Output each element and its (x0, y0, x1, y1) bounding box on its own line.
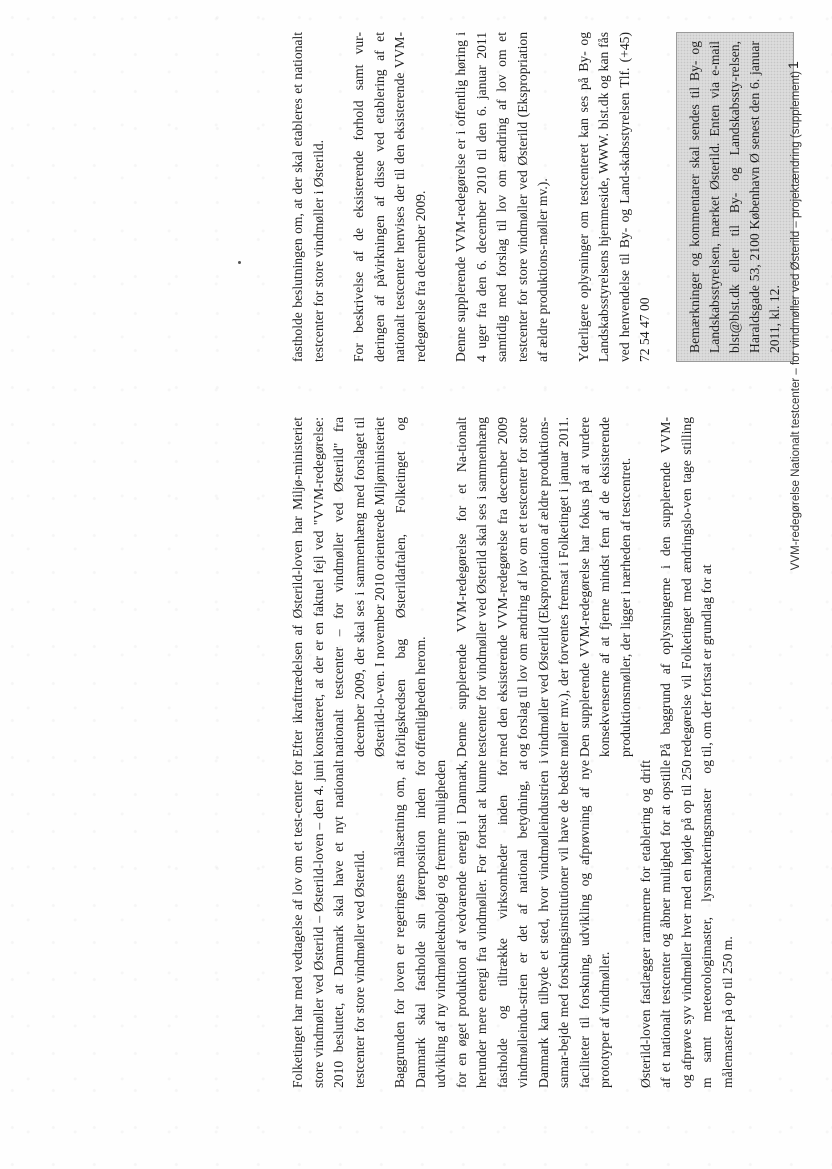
comment-notice-box: Bemærkninger og kommentarer skal sendes til By- og Landskabsstyrelsen, mærket Østerild. Enten via e-mail blst@blst.dk eller til By- og Landskabssty-relsen, Haraldsgade 53, 2100 København Ø senest den 6. januar 2011, kl. 12. (676, 32, 794, 362)
page-number: 1 (785, 61, 801, 69)
paragraph: Efter ikrafttrædelsen af Østerild-loven har Miljø-ministeriet konstateret, at der er en faktuel fejl ved "VVM-redegørelse: nationalt testcenter – for vindmøller ved Østerild" fra december 2009, der skal ses i sammenhæng med forslaget til Østerild-lo-ven. I november 2010 orienterede Miljøministeriet forligskredsen bag Østerildaftalen, Folketinget og offentligheden herom. (290, 417, 428, 757)
paragraph: Østerild-loven fastlægger rammerne for etablering og drift af et nationalt testcenter og åbner mulighed for at opstille og afprøve syv vindmøller hver med en højde på op til 250 m samt meteorologimaster, lysmarkeringsmaster og målemaster på op til 250 m. (637, 760, 735, 1088)
paragraph: For beskrivelse af de eksisterende forhold samt vur-deringen af påvirkningen af disse ved etablering af et nationalt testcenter henvises der til den eksisterende VVM-redegørelse fra december 2009. (351, 32, 428, 362)
paragraph: Denne supplerende VVM-redegørelse for et Na-tionalt testcenter for vindmøller ved Østerild skal ses i sammenhæng med den eksisterende VVM-redegørelse fra december 2009 og forslag til lov om ændring af lov om et testcenter for store vindmøller ved Østerild (Ekspropriation af ældre produktions-møller mv.), der forventes fremsat i Folketinget i januar 2011. Den supplerende VVM-redegørelse har fokus på at vurdere konsekvenserne af at fjerne mindst fem af de eksisterende produktionsmøller, der ligger i nærheden af testcentret. (453, 417, 633, 757)
paragraph: Yderligere oplysninger om testcenteret kan ses på By- og Landskabsstyrelsens hjemmeside, WWW. blst.dk og kan fås ved henvendelse til By- og Land-skabsstyrelsen Tlf. (+45) 72 54 47 00 (575, 32, 652, 362)
paragraph: Denne supplerende VVM-redegørelse er i offentlig høring i 4 uger fra den 6. december 2010 til den 6. januar 2011 samtidig med forslag til lov om ændring af lov om et testcenter for store vindmøller ved Østerild (Ekspropriation af ældre produktions-møller mv.). (453, 32, 550, 362)
scan-speck (238, 261, 241, 264)
text-column-3 (288, 32, 794, 362)
text-column-1 (288, 760, 758, 1088)
page-footer: VVM-redegørelse Nationalt testcenter – for vindmøller ved Østerild – projektændring (supplement) (790, 71, 802, 571)
paragraph: Baggrunden for loven er regeringens målsætning om, at Danmark skal fastholde sin førerposition inden for udvikling af ny vindmølleteknologi og fremme muligheden for en øget produktion af vedvarende energi i Danmark, herunder mere energi fra vindmøller. For fortsat at kunne fastholde og tiltrække virksomheder inden for vindmølleindu-strien er det af national betydning, at Danmark kan tilbyde et sted, hvor vindmølleindustrien i samar-bejde med forskningsinstitutioner vil have de bedste faciliteter til forskning, udvikling og afprøvning af nye prototyper af vindmøller. (392, 760, 612, 1088)
paragraph: Folketinget har med vedtagelse af lov om et test-center for store vindmøller ved Østerild – Østerild-loven – den 4. juni 2010 besluttet, at Danmark skal have et nyt nationalt testcenter for store vindmøller ved Østerild. (290, 760, 367, 1088)
text-column-2-final-visible (288, 417, 738, 757)
paragraph: fastholde beslutningen om, at der skal etableres et nationalt testcenter for store vindmøller i Østerild. (290, 32, 326, 362)
paragraph: På baggrund af oplysningerne i den supplerende VVM-redegørelse vil Folketinget med ændringslo-ven tage stilling til, om der fortsat er grundlag for at (658, 417, 714, 757)
